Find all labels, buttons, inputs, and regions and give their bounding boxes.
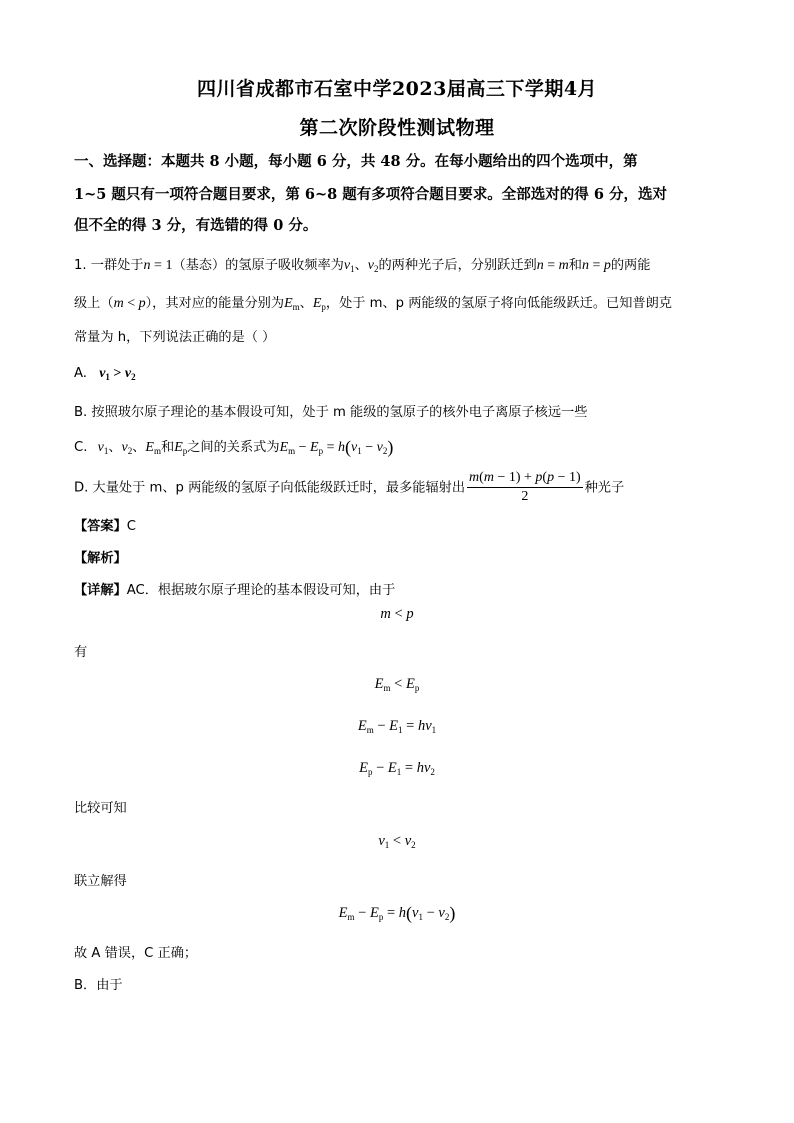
math-fraction: $\frac{m(m - 1) + p(p - 1)}{2}$ — [469, 470, 581, 504]
math-energy-relation: $E_m - E_p = h(\nu_1 - \nu_2)$ — [279, 437, 394, 457]
title-line-1: 四川省成都市石室中学2023届高三下学期4月 — [196, 78, 598, 100]
math-nu1-gt-nu2: $\nu_1 > \nu_2$ — [99, 366, 136, 382]
option-c: C. $\nu_1$、$\nu_2$、$E_m$和$E_p$之间的关系式为$E_m - E_p = h(\nu_1 - \nu_2)$ — [74, 437, 394, 457]
equation-em-lt-ep: $E_m < E_p$ — [374, 676, 420, 693]
math-m-lt-p: m < p — [113, 296, 146, 311]
option-d: D. 大量处于 m、p 两能级的氢原子向低能级跃迁时，最多能辐射出 $\frac{m(m - 1) + p(p - 1)}{2}$ 种光子 — [74, 470, 625, 504]
equation-final: $E_m - E_p = h(\nu_1 - \nu_2)$ — [338, 903, 456, 923]
math-em: $E_m$ — [284, 296, 300, 312]
analysis-label: 【解析】 — [74, 551, 127, 566]
equation-m-lt-p: m < p — [380, 606, 414, 622]
math-nu1: $\nu_1$ — [343, 258, 355, 274]
section-instruction-line-1: 一、选择题：本题共 8 小题，每小题 6 分，共 48 分。在每小题给出的四个选项中，第 — [74, 153, 638, 170]
math-n-eq-1: n = 1 — [143, 258, 173, 273]
question-1-line-2: 级上（m < p），其对应的能量分别为$E_m$、$E_p$，处于 m、p 两能级的氢原子将向低能级跃迁。已知普朗克 — [74, 296, 672, 312]
math-n-eq-m: n = m — [536, 258, 569, 273]
section-instruction-line-3: 但不全的得 3 分，有选错的得 0 分。 — [74, 217, 318, 234]
text-b-start: B．由于 — [74, 978, 123, 993]
option-a: A. $\nu_1 > \nu_2$ — [74, 366, 136, 382]
math-nu2: $\nu_2$ — [367, 258, 379, 274]
question-1-line-1: 1. 一群处于n = 1（基态）的氢原子吸收频率为$\nu_1$、$\nu_2$的两种光子后，分别跃迁到n = m和n = p的两能 — [74, 258, 651, 274]
text-conclusion: 故 A 错误，C 正确； — [74, 946, 198, 961]
math-ep: $E_p$ — [312, 296, 326, 312]
equation-ep-minus-e1: $E_p - E_1 = h\nu_2$ — [359, 760, 435, 777]
text-compare: 比较可知 — [74, 801, 127, 816]
section-instruction-line-2: 1~5 题只有一项符合题目要求，第 6~8 题有多项符合题目要求。全部选对的得 6 分，选对 — [74, 186, 667, 203]
question-1-line-3: 常量为 h，下列说法正确的是（ ） — [74, 330, 276, 345]
equation-nu1-lt-nu2: $\nu_1 < \nu_2$ — [378, 833, 416, 850]
text-you: 有 — [74, 645, 88, 660]
answer-line: 【答案】C — [74, 519, 136, 534]
detail-line: 【详解】AC．根据玻尔原子理论的基本假设可知，由于 — [74, 583, 396, 598]
equation-em-minus-e1: $E_m - E_1 = h\nu_1$ — [357, 718, 437, 735]
title-line-2: 第二次阶段性测试物理 — [299, 117, 495, 139]
math-n-eq-p: n = p — [581, 258, 611, 273]
text-solve: 联立解得 — [74, 874, 127, 889]
option-b: B. 按照玻尔原子理论的基本假设可知，处于 m 能级的氢原子的核外电子离原子核远一些 — [74, 405, 588, 420]
